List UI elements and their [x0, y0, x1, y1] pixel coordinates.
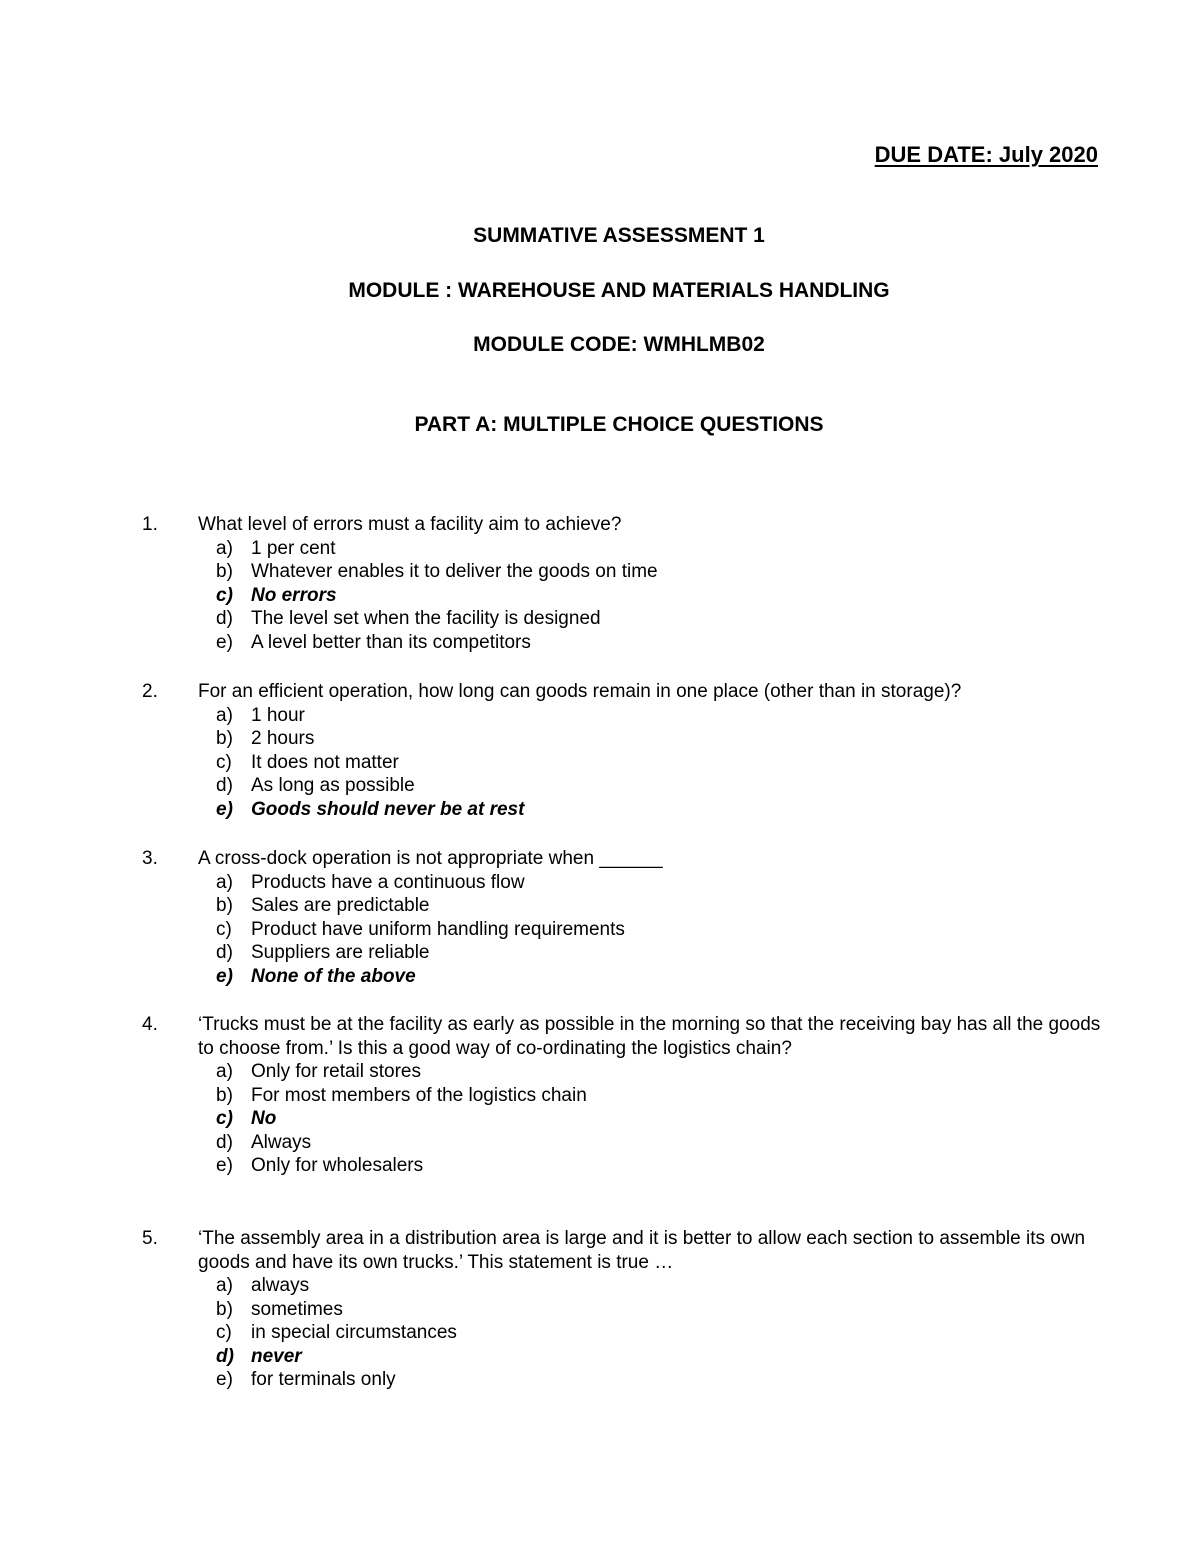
- option-text: It does not matter: [251, 751, 399, 773]
- option-letter: e): [216, 1369, 233, 1390]
- question-4: [142, 1013, 1102, 1178]
- module-code: MODULE CODE: WMHLMB02: [473, 333, 765, 356]
- option-text: Product have uniform handling requirements: [251, 918, 625, 940]
- option-b: [142, 727, 1102, 751]
- option-letter: b): [216, 1084, 233, 1106]
- option-letter: a): [216, 537, 233, 559]
- option-text: sometimes: [251, 1298, 343, 1320]
- option-text: No: [251, 1108, 277, 1129]
- option-d: [142, 774, 1102, 798]
- option-d: [142, 1131, 1102, 1155]
- option-letter: b): [216, 895, 233, 916]
- question-number: 4.: [142, 1014, 158, 1035]
- option-b: [142, 560, 1102, 584]
- option-e-correct: [142, 965, 1102, 989]
- question-3: [142, 847, 1102, 988]
- option-list: [142, 1274, 1102, 1392]
- option-text: 1 per cent: [251, 537, 336, 559]
- question-text: ‘Trucks must be at the facility as early as possible in the morning so that the receiving bay has all the goods to choose from.’ Is this a good way of co-ordinating the logistics chain?: [198, 1014, 1101, 1059]
- option-d: [142, 607, 1102, 631]
- option-text: Suppliers are reliable: [251, 942, 430, 963]
- option-letter: e): [216, 1155, 233, 1176]
- option-list: [142, 537, 1102, 655]
- option-letter: e): [216, 631, 233, 653]
- option-letter: d): [216, 608, 233, 629]
- option-e-correct: [142, 798, 1102, 822]
- option-c: [142, 751, 1102, 775]
- option-text: Whatever enables it to deliver the goods on time: [251, 561, 658, 582]
- option-text: As long as possible: [251, 775, 415, 796]
- option-letter: d): [216, 942, 233, 963]
- option-e: [142, 1154, 1102, 1178]
- assessment-title: SUMMATIVE ASSESSMENT 1: [473, 224, 765, 247]
- option-text: Goods should never be at rest: [251, 798, 525, 820]
- option-letter: c): [216, 918, 232, 940]
- option-text: 2 hours: [251, 728, 315, 749]
- option-letter: b): [216, 1298, 233, 1320]
- option-list: [142, 1060, 1102, 1178]
- option-a: [142, 704, 1102, 728]
- question-number: 1.: [142, 514, 158, 535]
- option-letter: c): [216, 1322, 232, 1343]
- option-d-correct: [142, 1345, 1102, 1369]
- option-a: [142, 1060, 1102, 1084]
- option-c-correct: [142, 584, 1102, 608]
- option-text: None of the above: [251, 965, 416, 987]
- option-letter: b): [216, 561, 233, 582]
- option-list: [142, 871, 1102, 989]
- due-date: DUE DATE: July 2020: [874, 142, 1098, 167]
- option-a: [142, 537, 1102, 561]
- question-text: A cross-dock operation is not appropriate when ______: [198, 848, 663, 869]
- option-b: [142, 1084, 1102, 1108]
- option-text: No errors: [251, 584, 337, 606]
- option-list: [142, 704, 1102, 822]
- option-letter: c): [216, 751, 232, 773]
- option-letter: a): [216, 704, 233, 726]
- option-text: A level better than its competitors: [251, 631, 531, 653]
- option-text: Only for wholesalers: [251, 1155, 424, 1176]
- option-text: in special circumstances: [251, 1322, 457, 1343]
- option-text: For most members of the logistics chain: [251, 1084, 587, 1106]
- option-text: always: [251, 1275, 310, 1296]
- option-letter: a): [216, 1275, 233, 1296]
- option-letter: d): [216, 775, 233, 796]
- part-heading: PART A: MULTIPLE CHOICE QUESTIONS: [414, 413, 824, 436]
- question-number: 2.: [142, 681, 158, 702]
- option-e: [142, 631, 1102, 655]
- question-text: What level of errors must a facility aim to achieve?: [198, 514, 622, 535]
- option-letter: b): [216, 728, 233, 749]
- option-letter: e): [216, 798, 233, 820]
- option-c: [142, 1321, 1102, 1345]
- option-text: Products have a continuous flow: [251, 871, 525, 893]
- option-letter: c): [216, 584, 233, 606]
- option-b: [142, 1298, 1102, 1322]
- question-1: [142, 513, 1102, 654]
- option-letter: e): [216, 965, 233, 987]
- question-text: ‘The assembly area in a distribution area is large and it is better to allow each section to assemble its own goods and have its own trucks.’ This statement is true …: [198, 1228, 1086, 1273]
- option-c-correct: [142, 1107, 1102, 1131]
- option-text: Only for retail stores: [251, 1061, 421, 1082]
- question-2: [142, 680, 1102, 821]
- question-5: [142, 1227, 1102, 1392]
- option-a: [142, 1274, 1102, 1298]
- option-c: [142, 918, 1102, 942]
- option-letter: a): [216, 871, 233, 893]
- option-text: never: [251, 1345, 302, 1367]
- option-text: Always: [251, 1131, 312, 1153]
- option-text: 1 hour: [251, 704, 305, 726]
- question-number: 3.: [142, 848, 158, 869]
- option-a: [142, 871, 1102, 895]
- option-text: for terminals only: [251, 1369, 396, 1390]
- option-letter: a): [216, 1061, 233, 1082]
- option-b: [142, 894, 1102, 918]
- question-number: 5.: [142, 1228, 158, 1249]
- option-e: [142, 1368, 1102, 1392]
- option-letter: d): [216, 1345, 234, 1367]
- question-text: For an efficient operation, how long can goods remain in one place (other than in storage)?: [198, 681, 962, 702]
- option-text: The level set when the facility is designed: [251, 608, 601, 629]
- option-text: Sales are predictable: [251, 895, 430, 916]
- option-d: [142, 941, 1102, 965]
- option-letter: d): [216, 1131, 233, 1153]
- option-letter: c): [216, 1108, 233, 1129]
- module-name: MODULE : WAREHOUSE AND MATERIALS HANDLING: [348, 279, 890, 302]
